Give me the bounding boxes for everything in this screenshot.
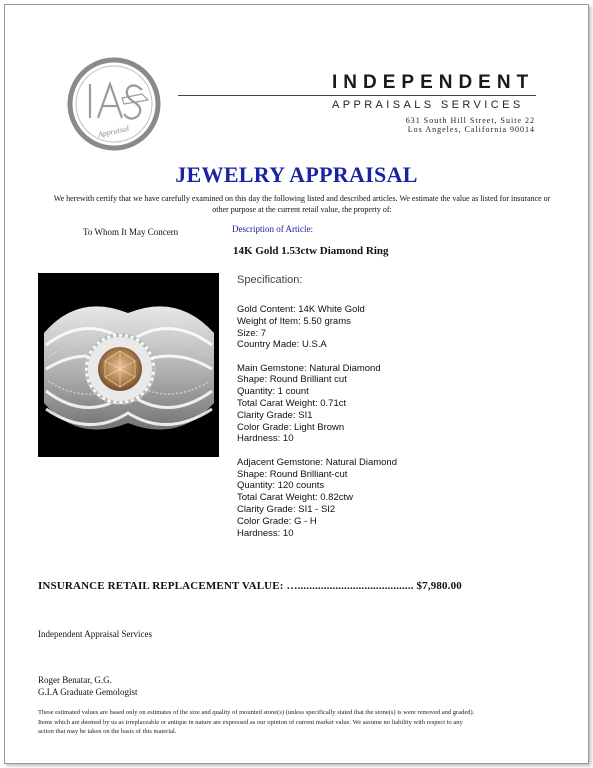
spec-line: Clarity Grade: SI1 - SI2 bbox=[237, 503, 336, 515]
spec-line: Quantity: 1 count bbox=[237, 386, 309, 398]
svg-text:Appraisal: Appraisal bbox=[97, 123, 130, 140]
description-label: Description of Article: bbox=[232, 224, 313, 234]
spec-line: Size: 7 bbox=[237, 327, 267, 339]
address-line-1: 631 South Hill Street, Suite 22 bbox=[405, 116, 535, 125]
ring-photo bbox=[38, 273, 219, 457]
company-subtitle: APPRAISALS SERVICES bbox=[332, 99, 524, 111]
header-divider bbox=[178, 95, 536, 96]
spec-line: Hardness: 10 bbox=[237, 527, 294, 539]
adjacent-gemstone-details bbox=[237, 457, 397, 540]
insurance-value: INSURANCE RETAIL REPLACEMENT VALUE: …........................................ $7,980.00 bbox=[38, 580, 462, 592]
ias-logo bbox=[64, 54, 164, 154]
specification-list bbox=[237, 304, 397, 551]
metal-details bbox=[237, 304, 397, 351]
spec-line: Shape: Round Brilliant-cut bbox=[237, 468, 348, 480]
spec-line: Weight of Item: 5.50 grams bbox=[237, 315, 351, 327]
spec-line: Shape: Round Brilliant cut bbox=[237, 374, 347, 386]
company-name: INDEPENDENT bbox=[332, 72, 535, 93]
spec-line: Hardness: 10 bbox=[237, 433, 294, 445]
spec-line: Color Grade: Light Brown bbox=[237, 421, 345, 433]
specification-label: Specification: bbox=[237, 274, 303, 286]
spec-line: Clarity Grade: SI1 bbox=[237, 409, 313, 421]
spec-line: Main Gemstone: Natural Diamond bbox=[237, 362, 381, 374]
spec-line: Gold Content: 14K White Gold bbox=[237, 304, 365, 315]
disclaimer-text: These estimated values are based only on estimates of the size and quality of mounted stone(s) (unless specifically stated that the stone(s) is were removed and graded). Items which are deemed by us as irreplaceable or antique in nature are expressed as our opinion of current market value. We assume no liability with respect to any action that may be taken on the basis of this material. bbox=[38, 709, 475, 735]
article-name: 14K Gold 1.53ctw Diamond Ring bbox=[233, 245, 389, 257]
spec-line: Adjacent Gemstone: Natural Diamond bbox=[237, 456, 397, 468]
ring-image-icon bbox=[38, 273, 219, 457]
document-title: JEWELRY APPRAISAL bbox=[175, 162, 418, 187]
spec-line: Total Carat Weight: 0.82ctw bbox=[237, 492, 353, 504]
address-line-2: Los Angeles, California 90014 bbox=[407, 125, 535, 134]
spec-line: Country Made: U.S.A bbox=[237, 339, 327, 351]
appraiser-title: G.I.A Graduate Gemologist bbox=[38, 687, 138, 697]
spec-line: Total Carat Weight: 0.71ct bbox=[237, 398, 347, 410]
logo-seal-icon bbox=[64, 54, 164, 154]
certification-text: We herewith certify that we have carefully examined on this day the following listed and described articles. We estimate the value as listed for insurance or other purpose at the current retail value, the property of: bbox=[53, 194, 551, 214]
appraiser-name: Roger Benatar, G.G. bbox=[38, 675, 112, 685]
recipient: To Whom It May Concern bbox=[83, 227, 179, 237]
main-gemstone-details bbox=[237, 363, 397, 446]
spec-line: Color Grade: G - H bbox=[237, 515, 317, 527]
spec-line: Quantity: 120 counts bbox=[237, 480, 325, 492]
signature-company: Independent Appraisal Services bbox=[38, 629, 152, 639]
